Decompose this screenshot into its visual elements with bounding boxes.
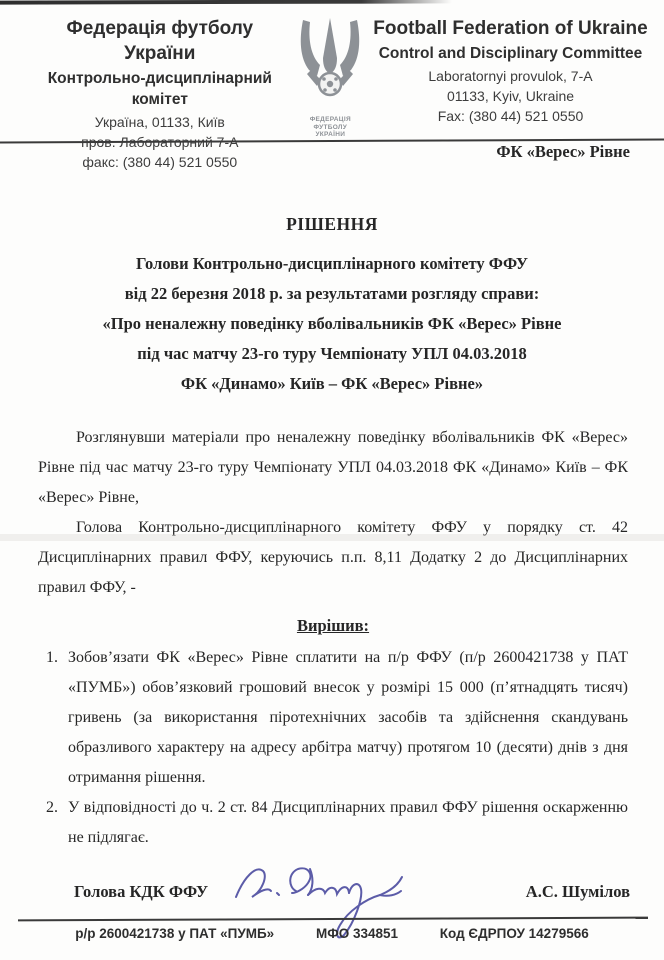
trident-emblem-icon [293, 18, 367, 110]
item-2-text: У відповідності до ч. 2 ст. 84 Дисциплінарних правил ФФУ рішення оскарженню не підлягає. [68, 799, 628, 846]
subtitle-line1: Голови Контрольно-дисциплінарного комітету ФФУ [136, 254, 528, 273]
address-en-line1: Laboratornyi provulok, 7-A [428, 68, 593, 84]
subtitle-line2: від 22 березня 2018 р. за результатами розгляду справи: [124, 284, 540, 303]
address-en [371, 66, 650, 126]
paragraph-2: Голова Контрольно-дисциплінарного комітету ФФУ у порядку ст. 42 Дисциплінарних правил ФФУ, керуючись п.п. 8,11 Додатку 2 до Дисциплінарних правил ФФУ, - [38, 519, 628, 596]
resolution-heading: Вирішив: [296, 616, 370, 635]
address-en-line2: 01133, Kyiv, Ukraine [446, 88, 575, 104]
signer-role: Голова КДК ФФУ [74, 882, 209, 901]
document-body [0, 423, 664, 853]
resolution-item-1 [38, 643, 628, 793]
scan-artifact-band [0, 534, 664, 541]
item-1-text: Зобов’язати ФК «Верес» Рівне сплатити на п/р ФФУ (п/р 2600421738 у ПАТ «ПУМБ») обов’язковий грошовий внесок у розмірі 15 000 (п’ятнадцять тисяч) гривень (за використання піротехнічних засобів та здійснення скандувань образливого характеру на адресу арбітра матчу) протягом 10 (десяти) днів з дня отримання рішення. [68, 649, 628, 786]
signer-name: А.С. Шумілов [525, 882, 630, 901]
logo-caption-line2: ФУТБОЛУ [313, 123, 348, 131]
logo-caption [290, 116, 371, 139]
footer-requisites [0, 926, 664, 941]
subtitle-block [0, 249, 664, 399]
letterhead-ukrainian [30, 16, 290, 172]
ffu-logo [290, 16, 371, 139]
org-name-en: Football Federation of Ukraine [373, 18, 648, 39]
footer-edrpou: Код ЄДРПОУ 14279566 [439, 926, 589, 941]
addressee: ФК «Верес» Рівне [496, 142, 630, 161]
footer-mfo: МФО 334851 [315, 926, 399, 941]
committee-name-uk: Контрольно-дисциплінарний комітет [47, 70, 272, 108]
org-name-uk: Федерація футболу України [66, 18, 254, 64]
address-en-line3: Fax: (380 44) 521 0550 [437, 108, 584, 124]
paragraph-1: Розглянувши матеріали про неналежну поведінку вболівальників ФК «Верес» Рівне під час матчу 23-го туру Чемпіонату УПЛ 04.03.2018 ФК «Динамо» Київ – ФК «Верес» Рівне, [38, 429, 628, 506]
footer-account: р/р 2600421738 у ПАТ «ПУМБ» [75, 926, 275, 941]
address-uk-line1: Україна, 01133, Київ [94, 114, 225, 130]
title-block [0, 214, 664, 399]
address-uk-line3: факс: (380 44) 521 0550 [82, 154, 238, 170]
subtitle-line5: ФК «Динамо» Київ – ФК «Верес» Рівне» [180, 374, 484, 393]
subtitle-line3: «Про неналежну поведінку вболівальників ФК «Верес» Рівне [102, 314, 562, 333]
letterhead-english [371, 16, 650, 126]
resolution-list [38, 643, 628, 853]
subtitle-line4: під час матчу 23-го туру Чемпіонату УПЛ 04.03.2018 [137, 344, 527, 363]
item-1-number: 1. [46, 649, 58, 666]
item-2-number: 2. [46, 799, 58, 816]
committee-name-en: Control and Disciplinary Committee [378, 45, 643, 62]
signature-row [0, 869, 664, 915]
logo-caption-line3: УКРАЇНИ [315, 131, 346, 138]
logo-caption-line1: ФЕДЕРАЦІЯ [309, 116, 351, 123]
document-title: РІШЕННЯ [286, 214, 378, 234]
